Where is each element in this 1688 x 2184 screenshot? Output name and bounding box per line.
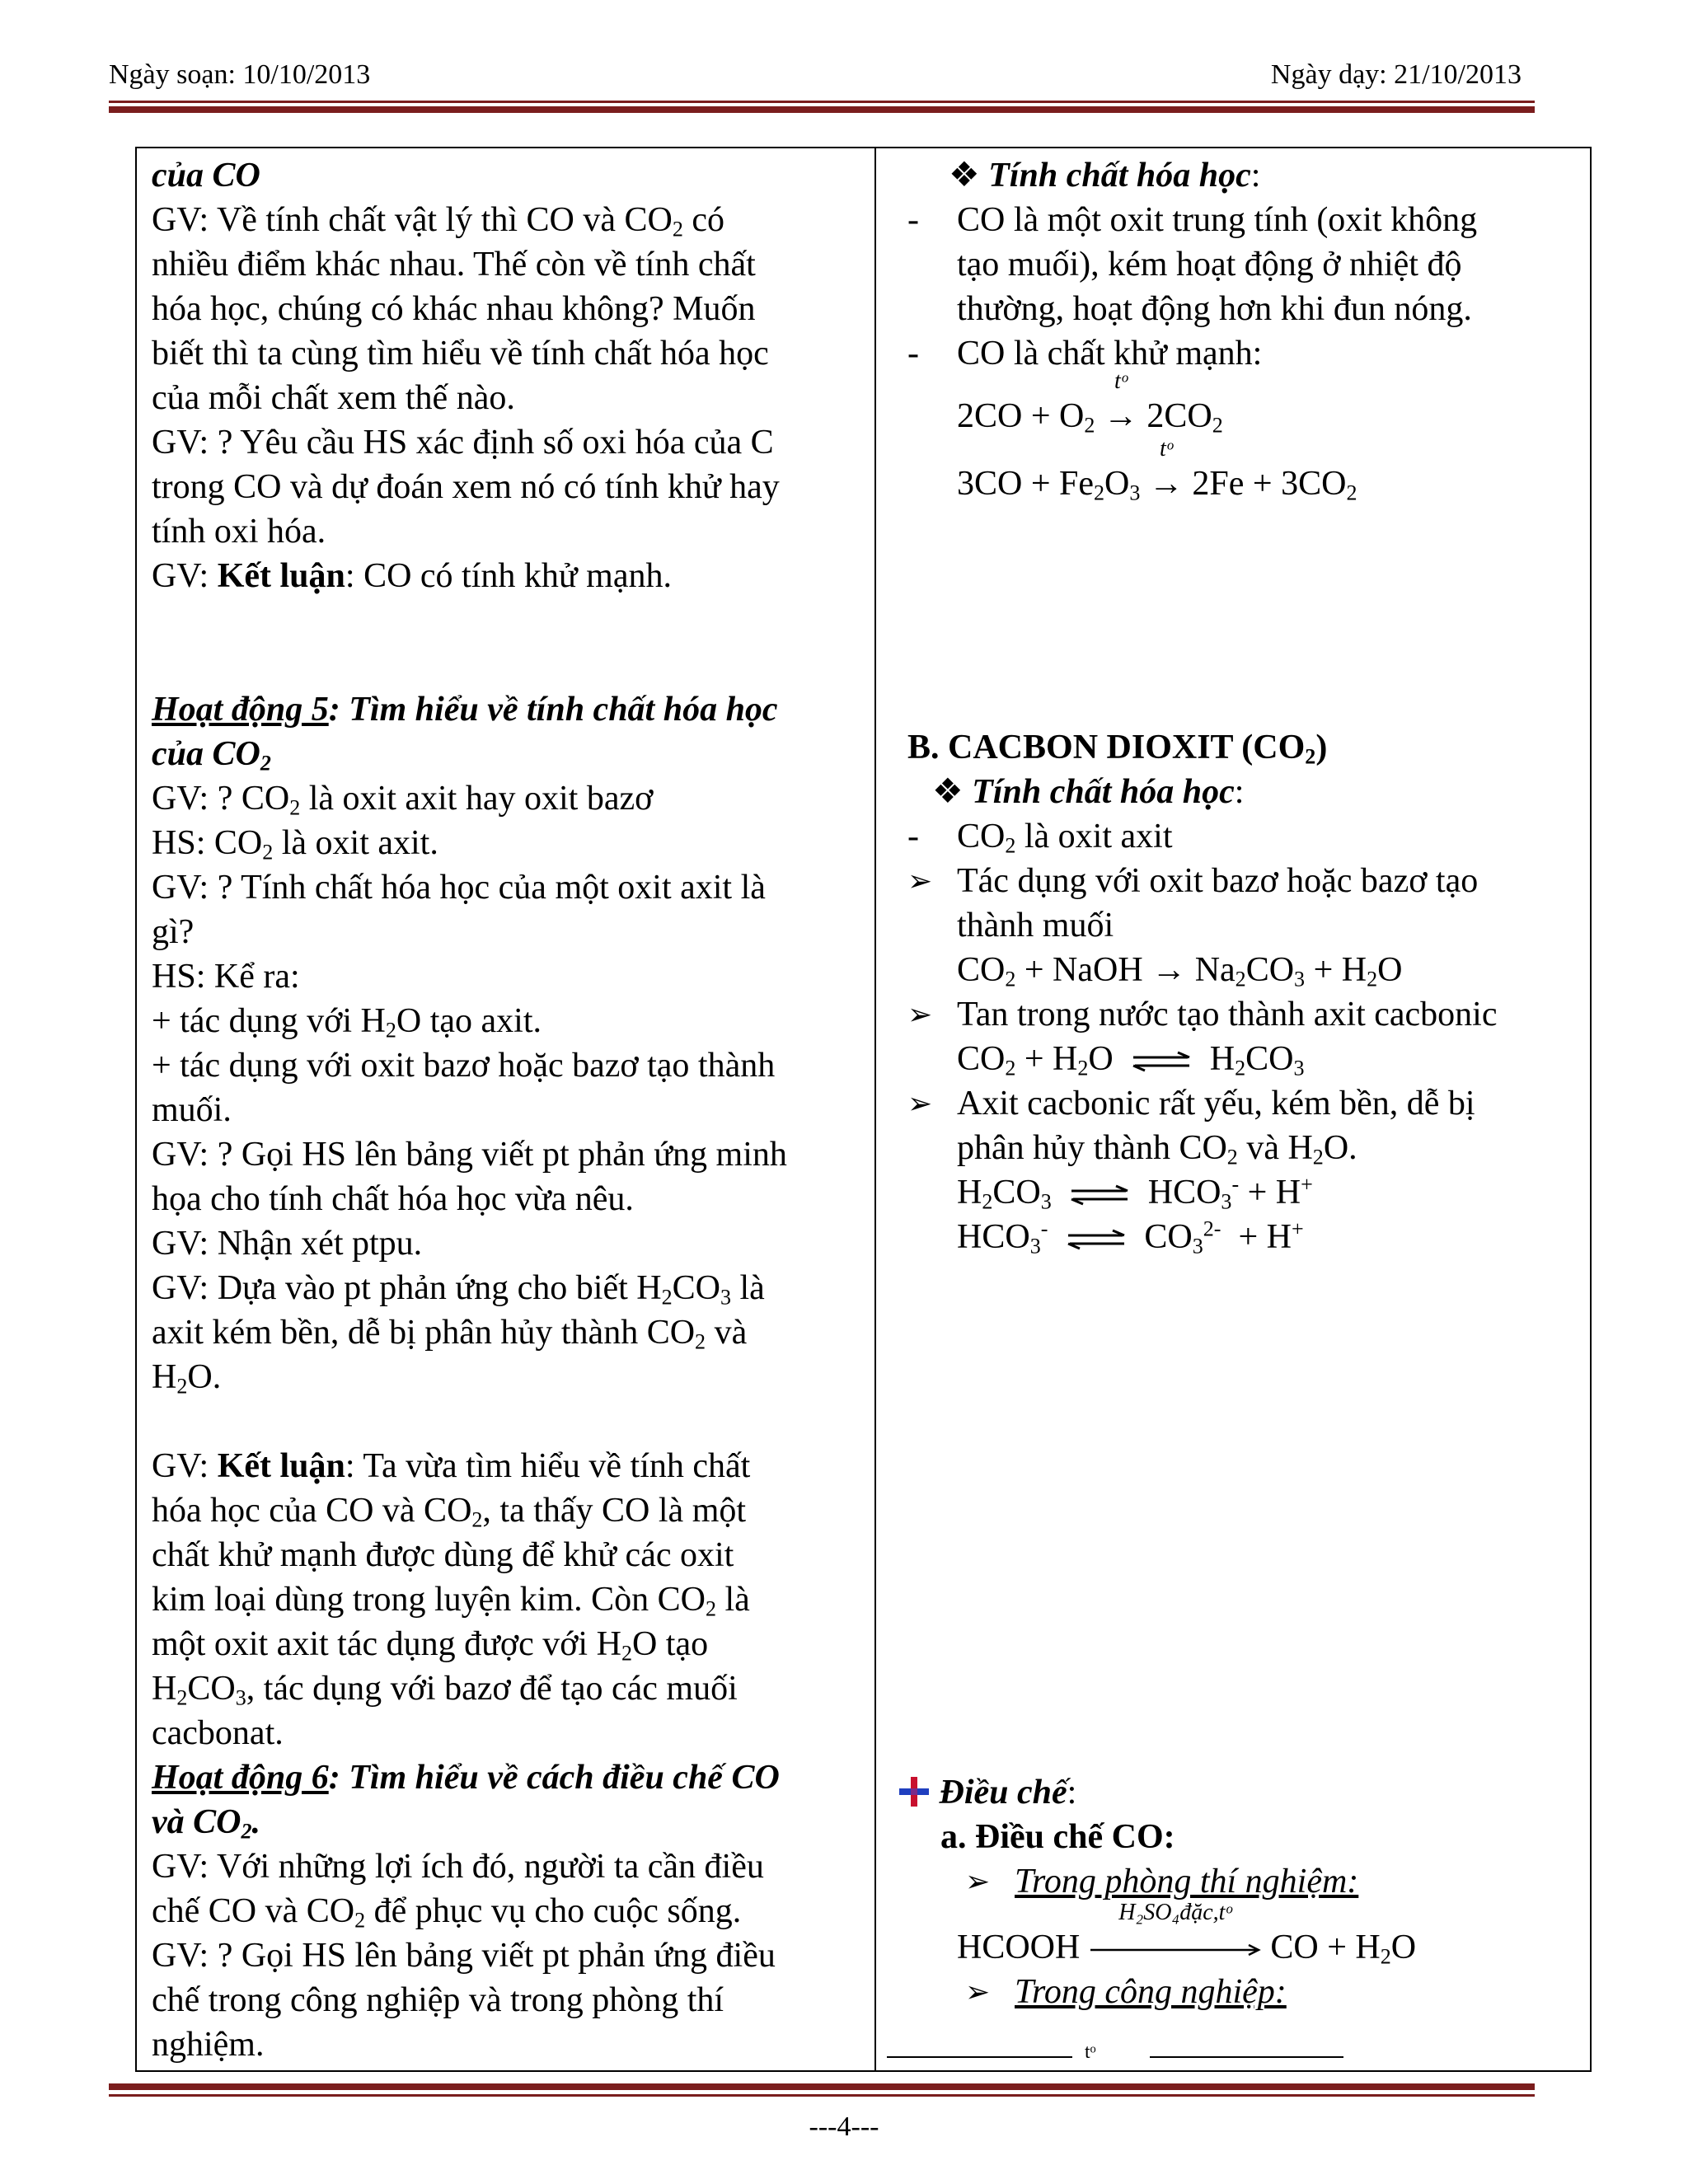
list-item: ➢ Tác dụng với oxit bazơ hoặc bazơ tạo xyxy=(907,859,1580,903)
diamond-bullet-icon: ❖ xyxy=(949,157,980,194)
equation-line-left xyxy=(887,2056,1072,2058)
equilibrium-arrow-icon xyxy=(1068,1184,1131,1206)
equation: $3CO + Fe_2O_3$ tᵒ → $2Fe + 3CO_2$ xyxy=(957,436,1357,505)
list-item: - CO là một oxit trung tính (oxit không xyxy=(907,201,1478,239)
page-number: ---4--- xyxy=(809,2111,879,2142)
activity-6-title-cont: và $CO_2$. xyxy=(152,1803,261,1844)
paragraph-line: tính oxi hóa. xyxy=(152,513,326,551)
equation: $2CO + O_2$ tᵒ → $2CO_2$ xyxy=(957,368,1223,438)
activity-5-title-cont: của $CO_2$ xyxy=(152,735,271,776)
question-line: GV: ? Gọi HS lên bảng viết pt phản ứng minh xyxy=(152,1136,787,1174)
paragraph-line: của mỗi chất xem thế nào. xyxy=(152,379,515,417)
diamond-bullet-icon: ❖ xyxy=(932,773,964,811)
conclusion-line: cacbonat. xyxy=(152,1714,284,1752)
conclusion-line: một oxit axit tác dụng được với $H_2O$ tạo xyxy=(152,1625,709,1666)
header-date-prepared: Ngày soạn: 10/10/2013 xyxy=(109,59,371,90)
list-item-cont: tạo muối), kém hoạt động ở nhiệt độ xyxy=(957,246,1462,284)
footer-rule-thick xyxy=(109,2083,1535,2090)
conclusion-line: $H_2CO_3$, tác dụng với bazơ để tạo các muối xyxy=(152,1670,738,1710)
header-rule-thick xyxy=(109,106,1535,113)
activity-5-title: Hoạt động 5: Tìm hiểu về tính chất hóa học xyxy=(152,691,778,729)
subsection-title: a. Điều chế CO: xyxy=(940,1818,1175,1856)
paragraph-line: GV: Về tính chất vật lý thì CO và $CO_2$ có xyxy=(152,201,725,241)
content-column xyxy=(876,148,1590,2070)
answer-point: + tác dụng với oxit bazơ hoặc bazơ tạo thành xyxy=(152,1047,776,1085)
list-item: ➢ Axit cacbonic rất yếu, kém bền, dễ bị xyxy=(907,1081,1580,1126)
header-date-taught: Ngày dạy: 21/10/2013 xyxy=(1270,59,1522,90)
equation: $CO_2$ + NaOH → $Na_2CO_3 + H_2O$ xyxy=(957,951,1403,991)
cross-bullet-icon xyxy=(898,1775,931,1808)
section-b-title: B. CACBON DIOXIT $(CO_2)$ xyxy=(907,729,1328,769)
list-item-cont: thành muối xyxy=(957,907,1114,944)
equilibrium-arrow-icon xyxy=(1130,1051,1193,1072)
paragraph-line: chế trong công nghiệp và trong phòng thí xyxy=(152,1981,724,2019)
list-item-cont: thường, hoạt động hơn khi đun nóng. xyxy=(957,290,1472,328)
paragraph-line: chế CO và $CO_2$ để phục vụ cho cuộc sống. xyxy=(152,1892,742,1933)
section-heading: Điều chế: xyxy=(898,1770,1580,1815)
equation-line-right xyxy=(1150,2056,1343,2058)
arrow-bullet-icon: ➢ xyxy=(965,1975,991,2008)
equation: HCOOH H₂SO₄đặc,tᵒ CO + $H_2O$ xyxy=(957,1900,1417,1969)
list-item: ➢ Trong phòng thí nghiệm: xyxy=(907,1859,1580,1904)
question-line: gì? xyxy=(152,913,195,951)
answer-line: HS: Kể ra: xyxy=(152,958,300,996)
paragraph-line: GV: ? Gọi HS lên bảng viết pt phản ứng điều xyxy=(152,1937,776,1975)
arrow-bullet-icon: ➢ xyxy=(907,865,933,898)
paragraph-line: GV: Với những lợi ích đó, người ta cần điều xyxy=(152,1848,764,1886)
question-line: GV: Nhận xét ptpu. xyxy=(152,1225,423,1263)
conclusion-line: kim loại dùng trong luyện kim. Còn $CO_2$ là xyxy=(152,1581,750,1621)
equilibrium-arrow-icon xyxy=(1065,1229,1128,1250)
question-line: GV: ? $CO_2$ là oxit axit hay oxit bazơ xyxy=(152,780,654,820)
question-line: axit kém bền, dễ bị phân hủy thành $CO_2$ và xyxy=(152,1314,748,1354)
question-line: họa cho tính chất hóa học vừa nêu. xyxy=(152,1180,634,1218)
conclusion-line: GV: Kết luận: Ta vừa tìm hiểu về tính chất xyxy=(152,1447,751,1485)
list-item: - $CO_2$ là oxit axit xyxy=(907,818,1173,858)
temperature-label: tᵒ xyxy=(1085,2041,1096,2063)
section-heading: ❖ Tính chất hóa học: xyxy=(949,157,1261,194)
equation: $H_2CO_3$ $HCO_3^- + H^+$ xyxy=(957,1172,1313,1214)
list-item: - CO là chất khử mạnh: xyxy=(907,335,1263,373)
paragraph-line: nhiều điểm khác nhau. Thế còn về tính chất xyxy=(152,246,756,284)
list-item: ➢ Tan trong nước tạo thành axit cacbonic xyxy=(907,992,1580,1037)
arrow-bullet-icon: ➢ xyxy=(907,998,933,1031)
answer-point: muối. xyxy=(152,1091,232,1129)
conclusion-line: GV: Kết luận: CO có tính khử mạnh. xyxy=(152,557,672,595)
question-line: GV: ? Tính chất hóa học của một oxit axit là xyxy=(152,869,766,907)
arrow-bullet-icon: ➢ xyxy=(965,1865,991,1898)
paragraph-line: GV: ? Yêu cầu HS xác định số oxi hóa của C xyxy=(152,424,774,462)
paragraph-line: hóa học, chúng có khác nhau không? Muốn xyxy=(152,290,756,328)
answer-point: + tác dụng với $H_2O$ tạo axit. xyxy=(152,1002,542,1043)
paragraph-line: biết thì ta cùng tìm hiểu về tính chất hóa học xyxy=(152,335,769,373)
lesson-table xyxy=(135,147,1592,2072)
list-item-cont: phân hủy thành $CO_2$ và $H_2O$. xyxy=(957,1129,1357,1169)
paragraph-line: trong CO và dự đoán xem nó có tính khử hay xyxy=(152,468,780,506)
activity-6-title: Hoạt động 6: Tìm hiểu về cách điều chế CO xyxy=(152,1759,780,1797)
section-heading: ❖ Tính chất hóa học: xyxy=(932,773,1245,811)
conclusion-line: chất khử mạnh được dùng để khử các oxit xyxy=(152,1536,734,1574)
question-line: GV: Dựa vào pt phản ứng cho biết $H_2CO_3$ là xyxy=(152,1269,765,1310)
footer-rule-thin xyxy=(109,2094,1535,2097)
answer-line: HS: $CO_2$ là oxit axit. xyxy=(152,824,438,865)
header-rule-thin xyxy=(109,101,1535,103)
conclusion-line: hóa học của CO và $CO_2$, ta thấy CO là một xyxy=(152,1492,747,1532)
activity-title-cont: của CO xyxy=(152,157,260,194)
paragraph-line: nghiệm. xyxy=(152,2026,265,2064)
equation: $HCO_3^-$ $CO_3^{2-} + H^+$ xyxy=(957,1216,1304,1258)
arrow-bullet-icon: ➢ xyxy=(907,1087,933,1120)
equation: $CO_2 + H_2O$ $H_2CO_3$ xyxy=(957,1040,1305,1080)
teacher-activity-column xyxy=(137,148,876,2070)
reaction-arrow-icon xyxy=(1089,1942,1262,1958)
question-line: $H_2O$. xyxy=(152,1358,222,1399)
list-item: ➢ Trong công nghiệp: xyxy=(907,1970,1580,2014)
